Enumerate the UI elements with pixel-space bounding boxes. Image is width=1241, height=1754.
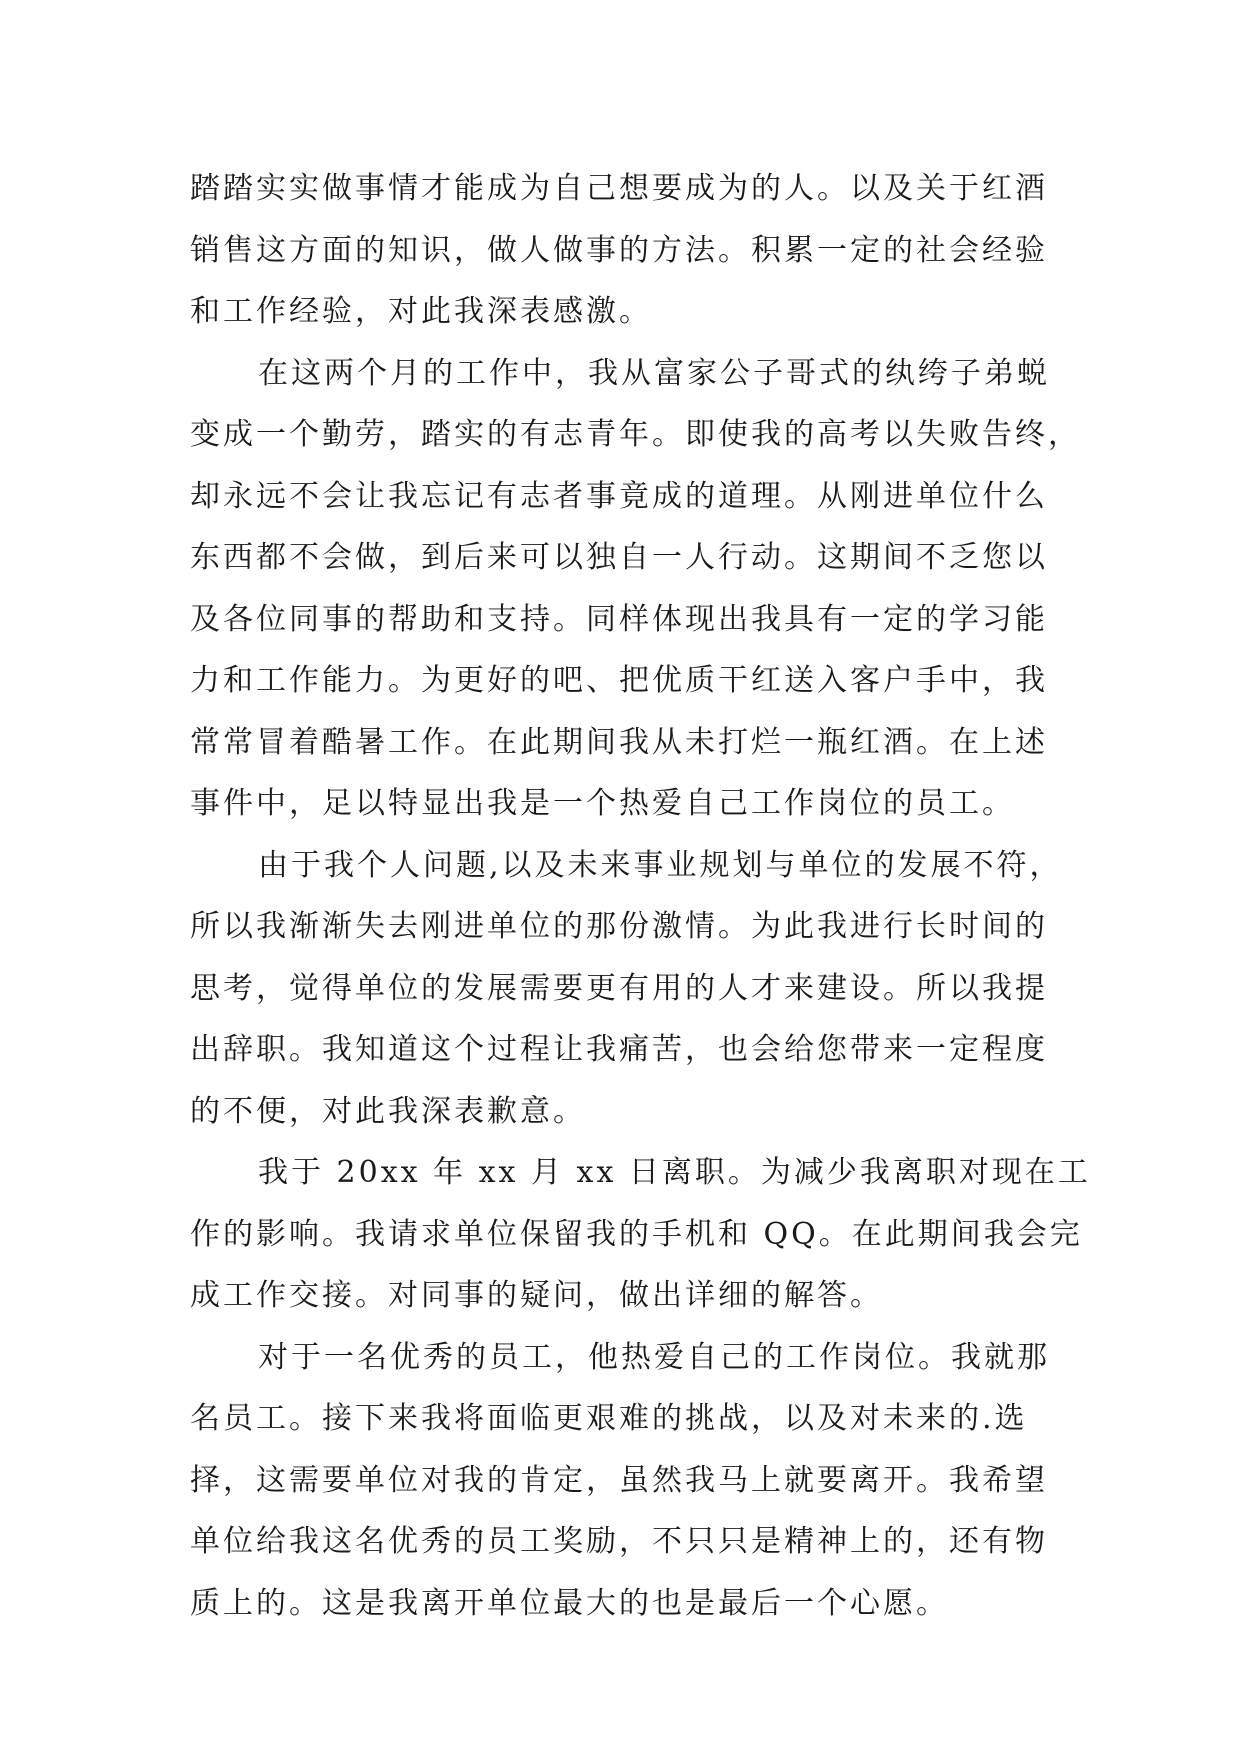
text-line: 东西都不会做，到后来可以独自一人行动。这期间不乏您以: [190, 540, 1048, 575]
text-line: 成工作交接。对同事的疑问，做出详细的解答。: [190, 1278, 883, 1313]
text-line: 所以我渐渐失去刚进单位的那份激情。为此我进行长时间的: [190, 909, 1048, 944]
text-line: 常常冒着酷暑工作。在此期间我从未打烂一瓶红酒。在上述: [190, 724, 1048, 760]
text-line: 由于我个人问题,以及未来事业规划与单位的发展不符，: [258, 847, 1063, 883]
text-line: 变成一个勤劳，踏实的有志青年。即使我的高考以失败告终，: [190, 417, 1081, 452]
paragraph-1: [190, 158, 1052, 343]
text-line: 和工作经验，对此我深表感激。: [190, 294, 652, 329]
paragraph-4: [190, 1142, 1091, 1327]
text-line: 销售这方面的知识，做人做事的方法。积累一定的社会经验: [190, 232, 1048, 268]
text-line: 力和工作能力。为更好的吧、把优质干红送入客户手中，我: [190, 663, 1048, 698]
paragraph-3: [190, 835, 1063, 1143]
text-line: 出辞职。我知道这个过程让我痛苦，也会给您带来一定程度: [190, 1032, 1048, 1067]
text-line: 我于 20xx 年 xx 月 xx 日离职。为减少我离职对现在工: [258, 1155, 1091, 1190]
text-line: 择，这需要单位对我的肯定，虽然我马上就要离开。我希望: [190, 1462, 1048, 1498]
document-body: [190, 158, 1091, 1634]
paragraph-5: [190, 1327, 1052, 1635]
text-line: 的不便，对此我深表歉意。: [190, 1093, 586, 1129]
text-line: 踏踏实实做事情才能成为自己想要成为的人。以及关于红酒: [190, 171, 1048, 206]
text-line: 事件中，足以特显出我是一个热爱自己工作岗位的员工。: [190, 786, 1015, 821]
text-line: 名员工。接下来我将面临更艰难的挑战，以及对未来的.选: [190, 1401, 1028, 1436]
text-line: 及各位同事的帮助和支持。同样体现出我具有一定的学习能: [190, 601, 1048, 637]
text-line: 对于一名优秀的员工，他热爱自己的工作岗位。我就那: [258, 1339, 1050, 1375]
paragraph-2: [190, 343, 1081, 835]
text-line: 单位给我这名优秀的员工奖励，不只只是精神上的，还有物: [190, 1524, 1048, 1559]
text-line: 思考，觉得单位的发展需要更有用的人才来建设。所以我提: [190, 970, 1048, 1006]
text-line: 在这两个月的工作中，我从富家公子哥式的纨绔子弟蜕: [258, 355, 1050, 391]
text-line: 作的影响。我请求单位保留我的手机和 QQ。在此期间我会完: [190, 1216, 1083, 1252]
text-line: 质上的。这是我离开单位最大的也是最后一个心愿。: [190, 1585, 949, 1621]
text-line: 却永远不会让我忘记有志者事竟成的道理。从刚进单位什么: [190, 478, 1048, 514]
